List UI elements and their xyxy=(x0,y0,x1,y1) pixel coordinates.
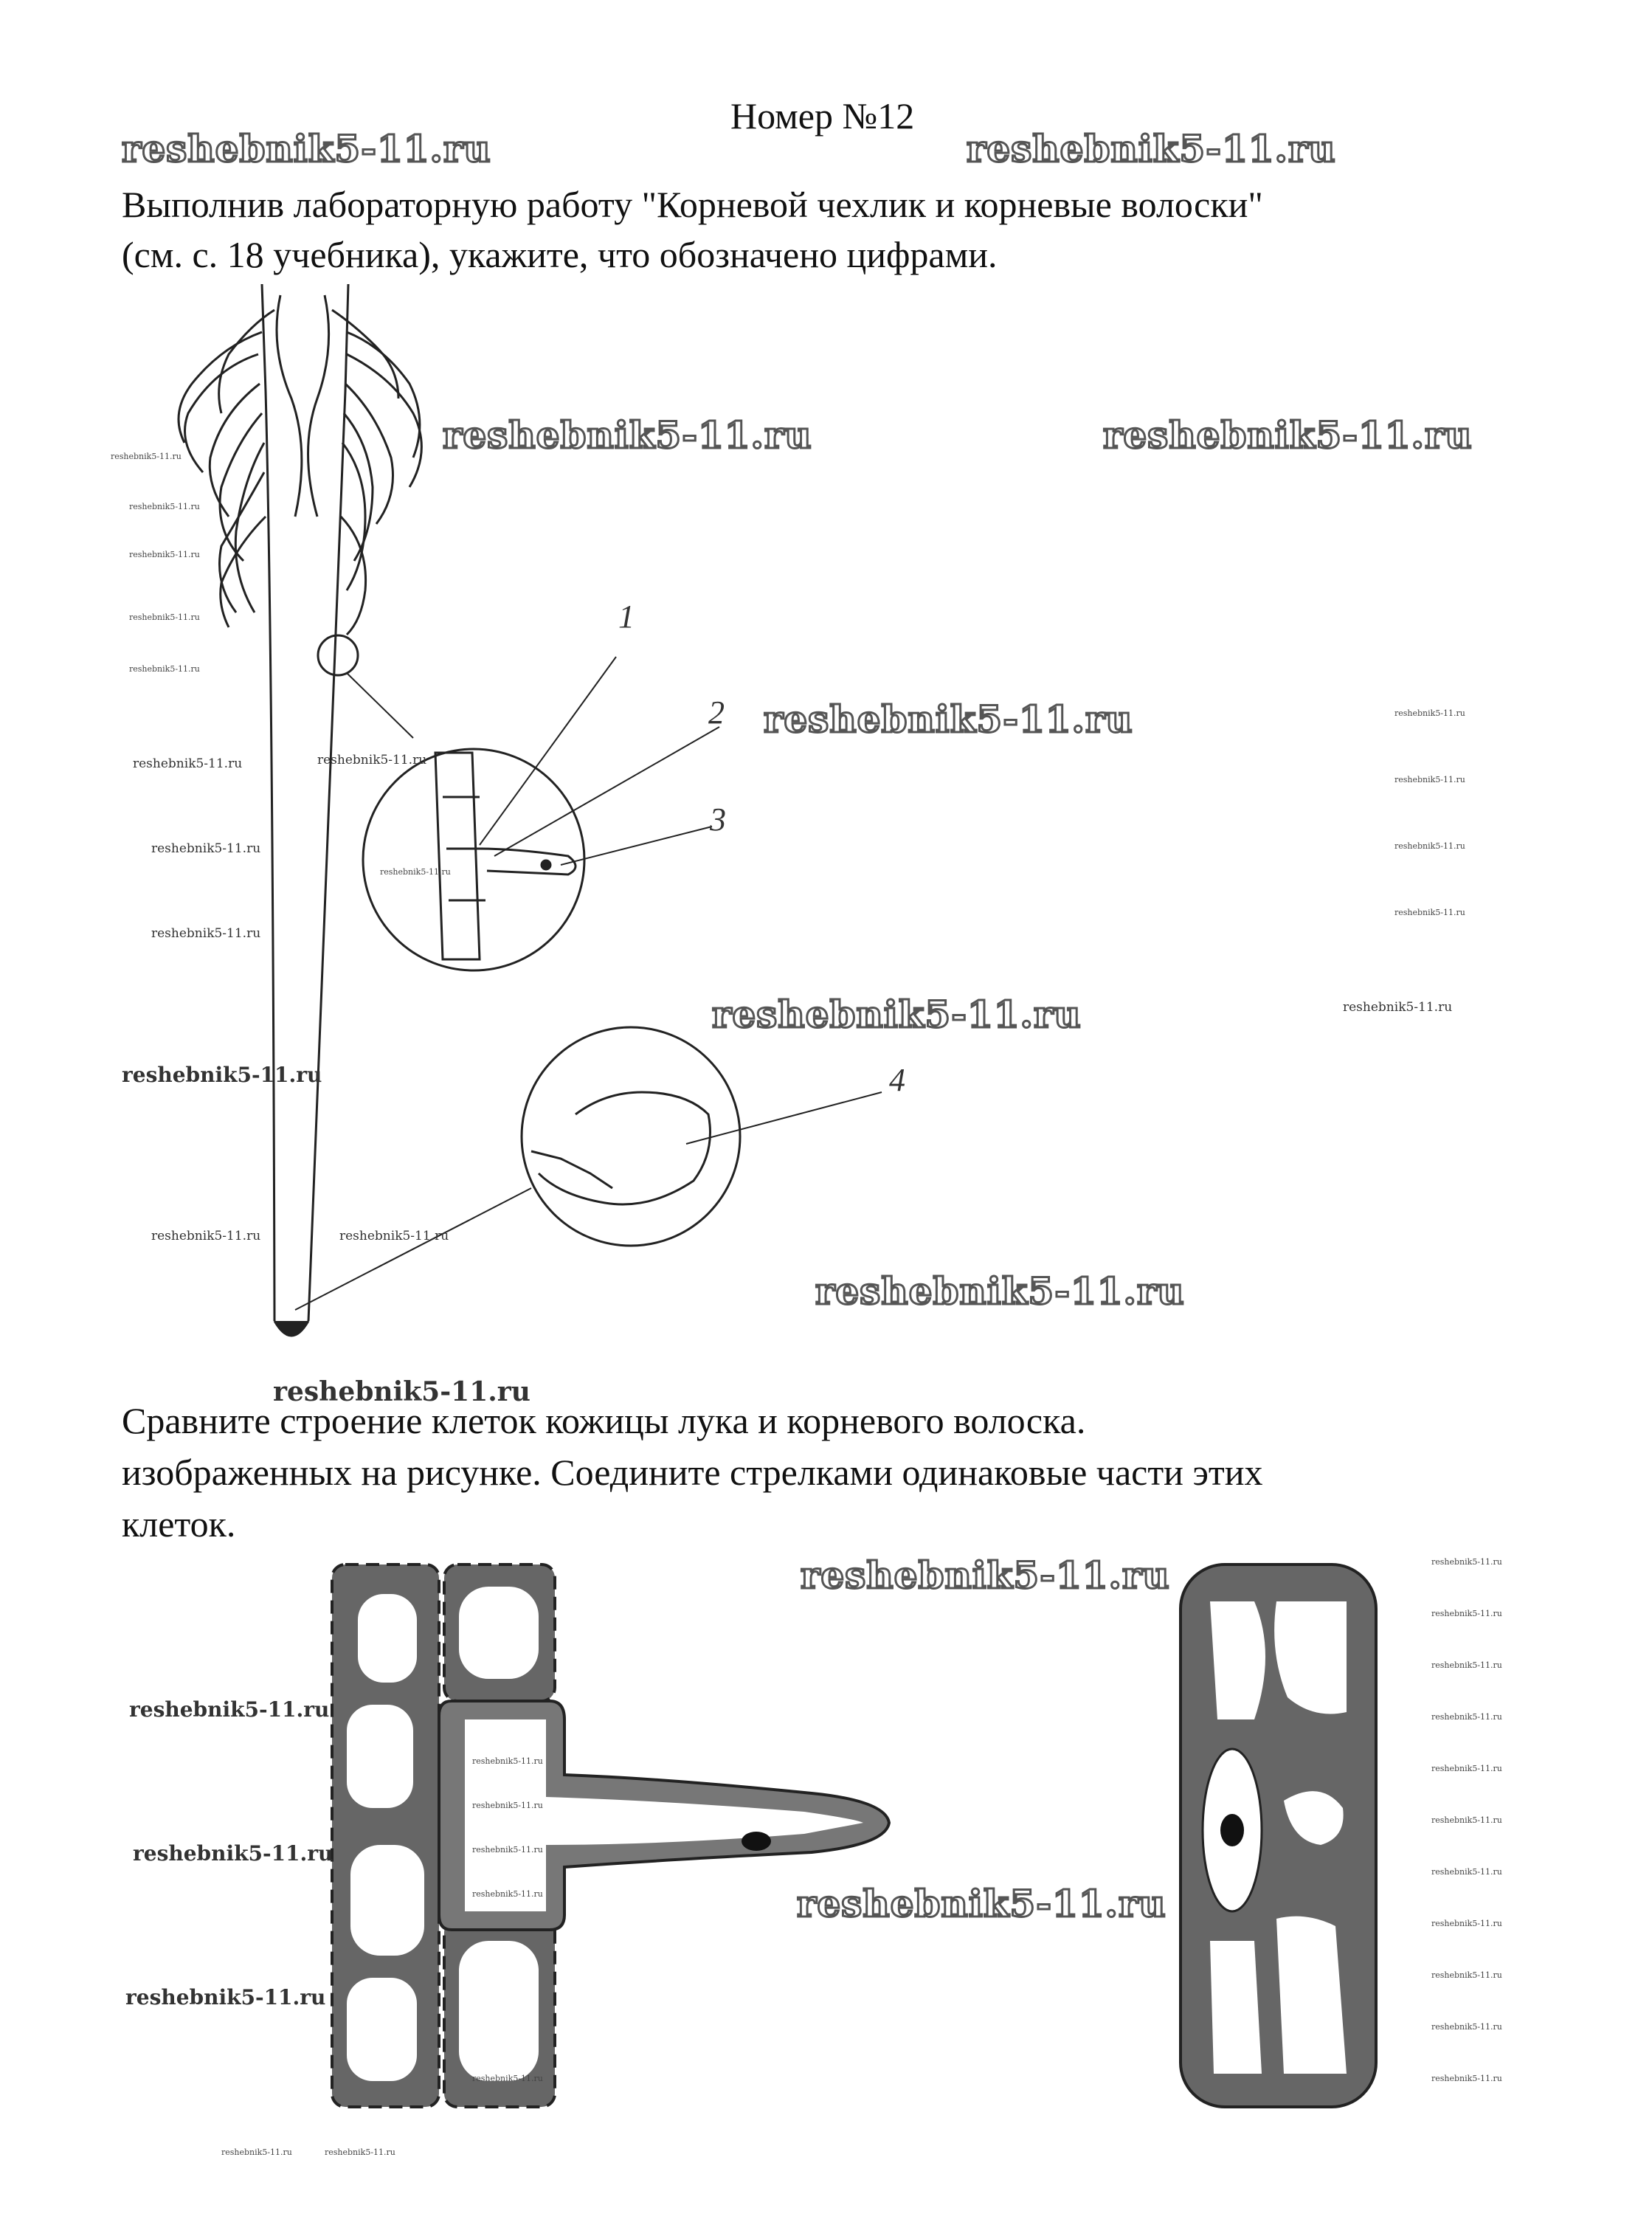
watermark: reshebnik5-11.ru xyxy=(967,127,1336,170)
watermark: reshebnik5-11.ru xyxy=(1431,1867,1502,1877)
watermark: reshebnik5-11.ru xyxy=(1431,1815,1502,1825)
figure-label-3: 3 xyxy=(710,801,726,838)
watermark: reshebnik5-11.ru xyxy=(122,1063,322,1087)
watermark: reshebnik5-11.ru xyxy=(797,1882,1167,1925)
watermark: reshebnik5-11.ru xyxy=(1103,413,1473,457)
watermark: reshebnik5-11.ru xyxy=(129,613,200,622)
figure-label-1: 1 xyxy=(618,598,635,635)
watermark: reshebnik5-11.ru xyxy=(712,993,1082,1036)
watermark: reshebnik5-11.ru xyxy=(443,413,812,457)
watermark: reshebnik5-11.ru xyxy=(317,753,427,767)
watermark: reshebnik5-11.ru xyxy=(129,1697,330,1722)
watermark: reshebnik5-11.ru xyxy=(125,1985,326,2009)
watermark: reshebnik5-11.ru xyxy=(151,1229,261,1243)
watermark: reshebnik5-11.ru xyxy=(472,1889,543,1899)
task1-line2: (см. с. 18 учебника), укажите, что обозначено цифрами. xyxy=(122,234,998,275)
watermark: reshebnik5-11.ru xyxy=(111,452,182,461)
watermark: reshebnik5-11.ru xyxy=(801,1553,1170,1597)
watermark: reshebnik5-11.ru xyxy=(1431,1919,1502,1928)
watermark: reshebnik5-11.ru xyxy=(380,867,451,877)
task2-line1: Сравните строение клеток кожицы лука и корневого волоска. xyxy=(122,1400,1086,1441)
watermark: reshebnik5-11.ru xyxy=(325,2147,395,2157)
watermark: reshebnik5-11.ru xyxy=(129,502,200,511)
watermark: reshebnik5-11.ru xyxy=(129,550,200,559)
watermark: reshebnik5-11.ru xyxy=(1394,708,1465,718)
watermark: reshebnik5-11.ru xyxy=(764,697,1133,741)
watermark: reshebnik5-11.ru xyxy=(1431,1609,1502,1618)
figure-label-2: 2 xyxy=(708,694,725,731)
watermark: reshebnik5-11.ru xyxy=(472,1801,543,1810)
watermark: reshebnik5-11.ru xyxy=(221,2147,292,2157)
watermark: reshebnik5-11.ru xyxy=(1343,1000,1453,1015)
watermark: reshebnik5-11.ru xyxy=(815,1269,1185,1313)
watermark: reshebnik5-11.ru xyxy=(151,841,261,856)
watermark: reshebnik5-11.ru xyxy=(273,1376,530,1407)
page-title: Номер №12 xyxy=(730,95,915,137)
watermark: reshebnik5-11.ru xyxy=(1431,1660,1502,1670)
watermark: reshebnik5-11.ru xyxy=(133,756,243,771)
watermark: reshebnik5-11.ru xyxy=(339,1229,449,1243)
task1-line1: Выполнив лабораторную работу "Корневой чехлик и корневые волоски" xyxy=(122,184,1263,225)
watermark: reshebnik5-11.ru xyxy=(129,664,200,674)
watermark: reshebnik5-11.ru xyxy=(1431,1712,1502,1722)
watermark: reshebnik5-11.ru xyxy=(1431,1557,1502,1567)
watermark: reshebnik5-11.ru xyxy=(1394,908,1465,917)
figure-label-4: 4 xyxy=(889,1062,905,1098)
watermark: reshebnik5-11.ru xyxy=(1394,841,1465,851)
watermark: reshebnik5-11.ru xyxy=(1431,1764,1502,1773)
watermark: reshebnik5-11.ru xyxy=(1431,2074,1502,2083)
task2-line3: клеток. xyxy=(122,1503,236,1545)
watermark: reshebnik5-11.ru xyxy=(472,2074,543,2083)
watermark: reshebnik5-11.ru xyxy=(1431,2022,1502,2032)
watermark: reshebnik5-11.ru xyxy=(133,1841,333,1866)
watermark: reshebnik5-11.ru xyxy=(122,127,491,170)
watermark: reshebnik5-11.ru xyxy=(472,1845,543,1855)
watermark: reshebnik5-11.ru xyxy=(1431,1970,1502,1980)
watermark: reshebnik5-11.ru xyxy=(151,926,261,941)
watermark: reshebnik5-11.ru xyxy=(472,1756,543,1766)
task2-line2: изображенных на рисунке. Соедините стрелками одинаковые части этих xyxy=(122,1452,1263,1493)
watermark: reshebnik5-11.ru xyxy=(1394,775,1465,784)
